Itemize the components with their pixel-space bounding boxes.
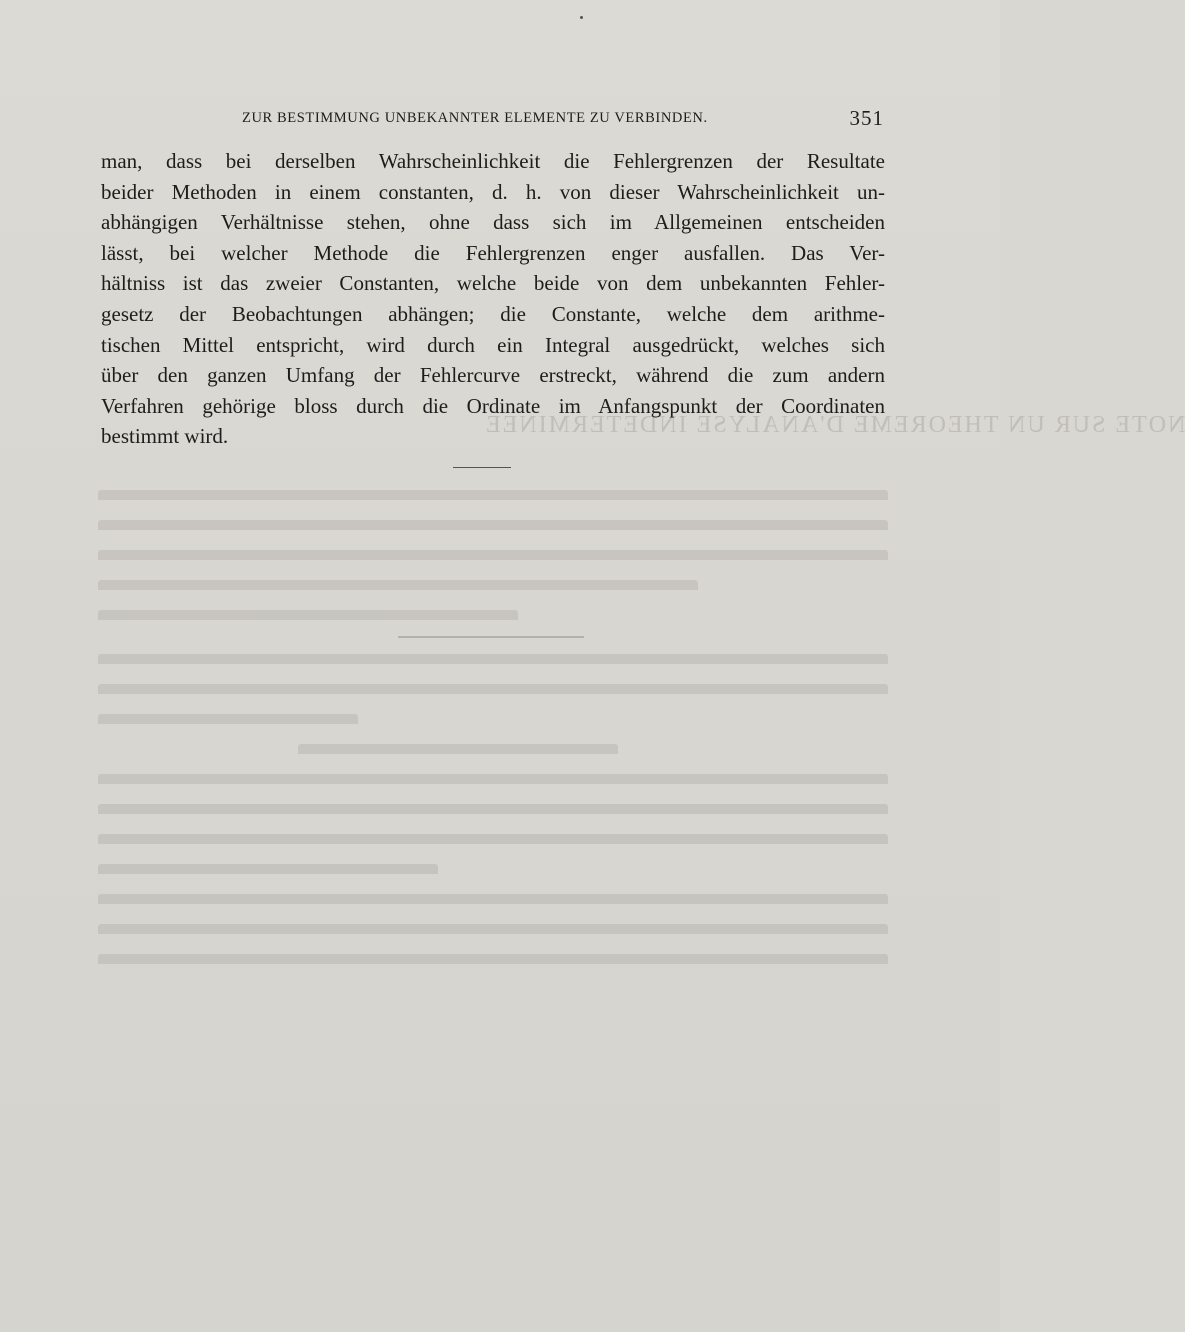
- text-line: Verfahren gehörige bloss durch die Ordinate im Anfangspunkt der Coordinaten: [101, 393, 885, 418]
- bleed-line: [98, 714, 358, 742]
- text-line: tischen Mittel entspricht, wird durch ein Integral ausgedrückt, welches sich: [101, 332, 885, 357]
- text-line: abhängigen Verhältnisse stehen, ohne dass sich im Allgemeinen entscheiden: [101, 210, 885, 235]
- bleed-line: [98, 864, 438, 892]
- bleed-line: [98, 490, 888, 518]
- bleed-line: [298, 744, 618, 772]
- bleed-rule: [398, 636, 584, 638]
- text-line: gesetz der Beobachtungen abhängen; die Constante, welche dem arithme-: [101, 301, 885, 326]
- bleed-line: [98, 520, 888, 548]
- bleed-line: [98, 550, 888, 578]
- bleed-line: [98, 834, 888, 862]
- bleed-line: [98, 654, 888, 682]
- running-head: [100, 106, 890, 132]
- bleed-line: [98, 610, 518, 638]
- scan-speck: [580, 16, 583, 19]
- bleed-line: [98, 924, 888, 952]
- text-line: man, dass bei derselben Wahrscheinlichkeit die Fehlergrenzen der Resultate: [101, 149, 885, 173]
- section-end-rule: [453, 467, 511, 468]
- page-number: 351: [849, 106, 884, 130]
- bleed-line: [98, 580, 698, 608]
- bleed-through-reverse-page: [88, 404, 1185, 1004]
- text-line: beider Methoden in einem constanten, d. h. von dieser Wahrscheinlichkeit un-: [101, 179, 885, 204]
- text-line: über den ganzen Umfang der Fehlercurve erstreckt, während die zum andern: [101, 363, 885, 388]
- bleed-line: [98, 894, 888, 922]
- bleed-line: [98, 684, 888, 712]
- text-line: lässt, bei welcher Methode die Fehlergrenzen enger ausfallen. Das Ver-: [101, 240, 885, 265]
- bleed-line: [98, 954, 888, 982]
- bleed-line: [98, 804, 888, 832]
- text-line: bestimmt wird.: [101, 424, 229, 449]
- running-head-title: ZUR BESTIMMUNG UNBEKANNTER ELEMENTE ZU VERBINDEN.: [242, 110, 708, 126]
- bleed-through-heading: NOTE SUR UN THEOREME D'ANALYSE INDETERMINEE: [484, 412, 1185, 438]
- bleed-line: [98, 774, 888, 802]
- body-paragraph: [101, 146, 885, 452]
- text-line: hältniss ist das zweier Constanten, welche beide von dem unbekannten Fehler-: [101, 271, 885, 296]
